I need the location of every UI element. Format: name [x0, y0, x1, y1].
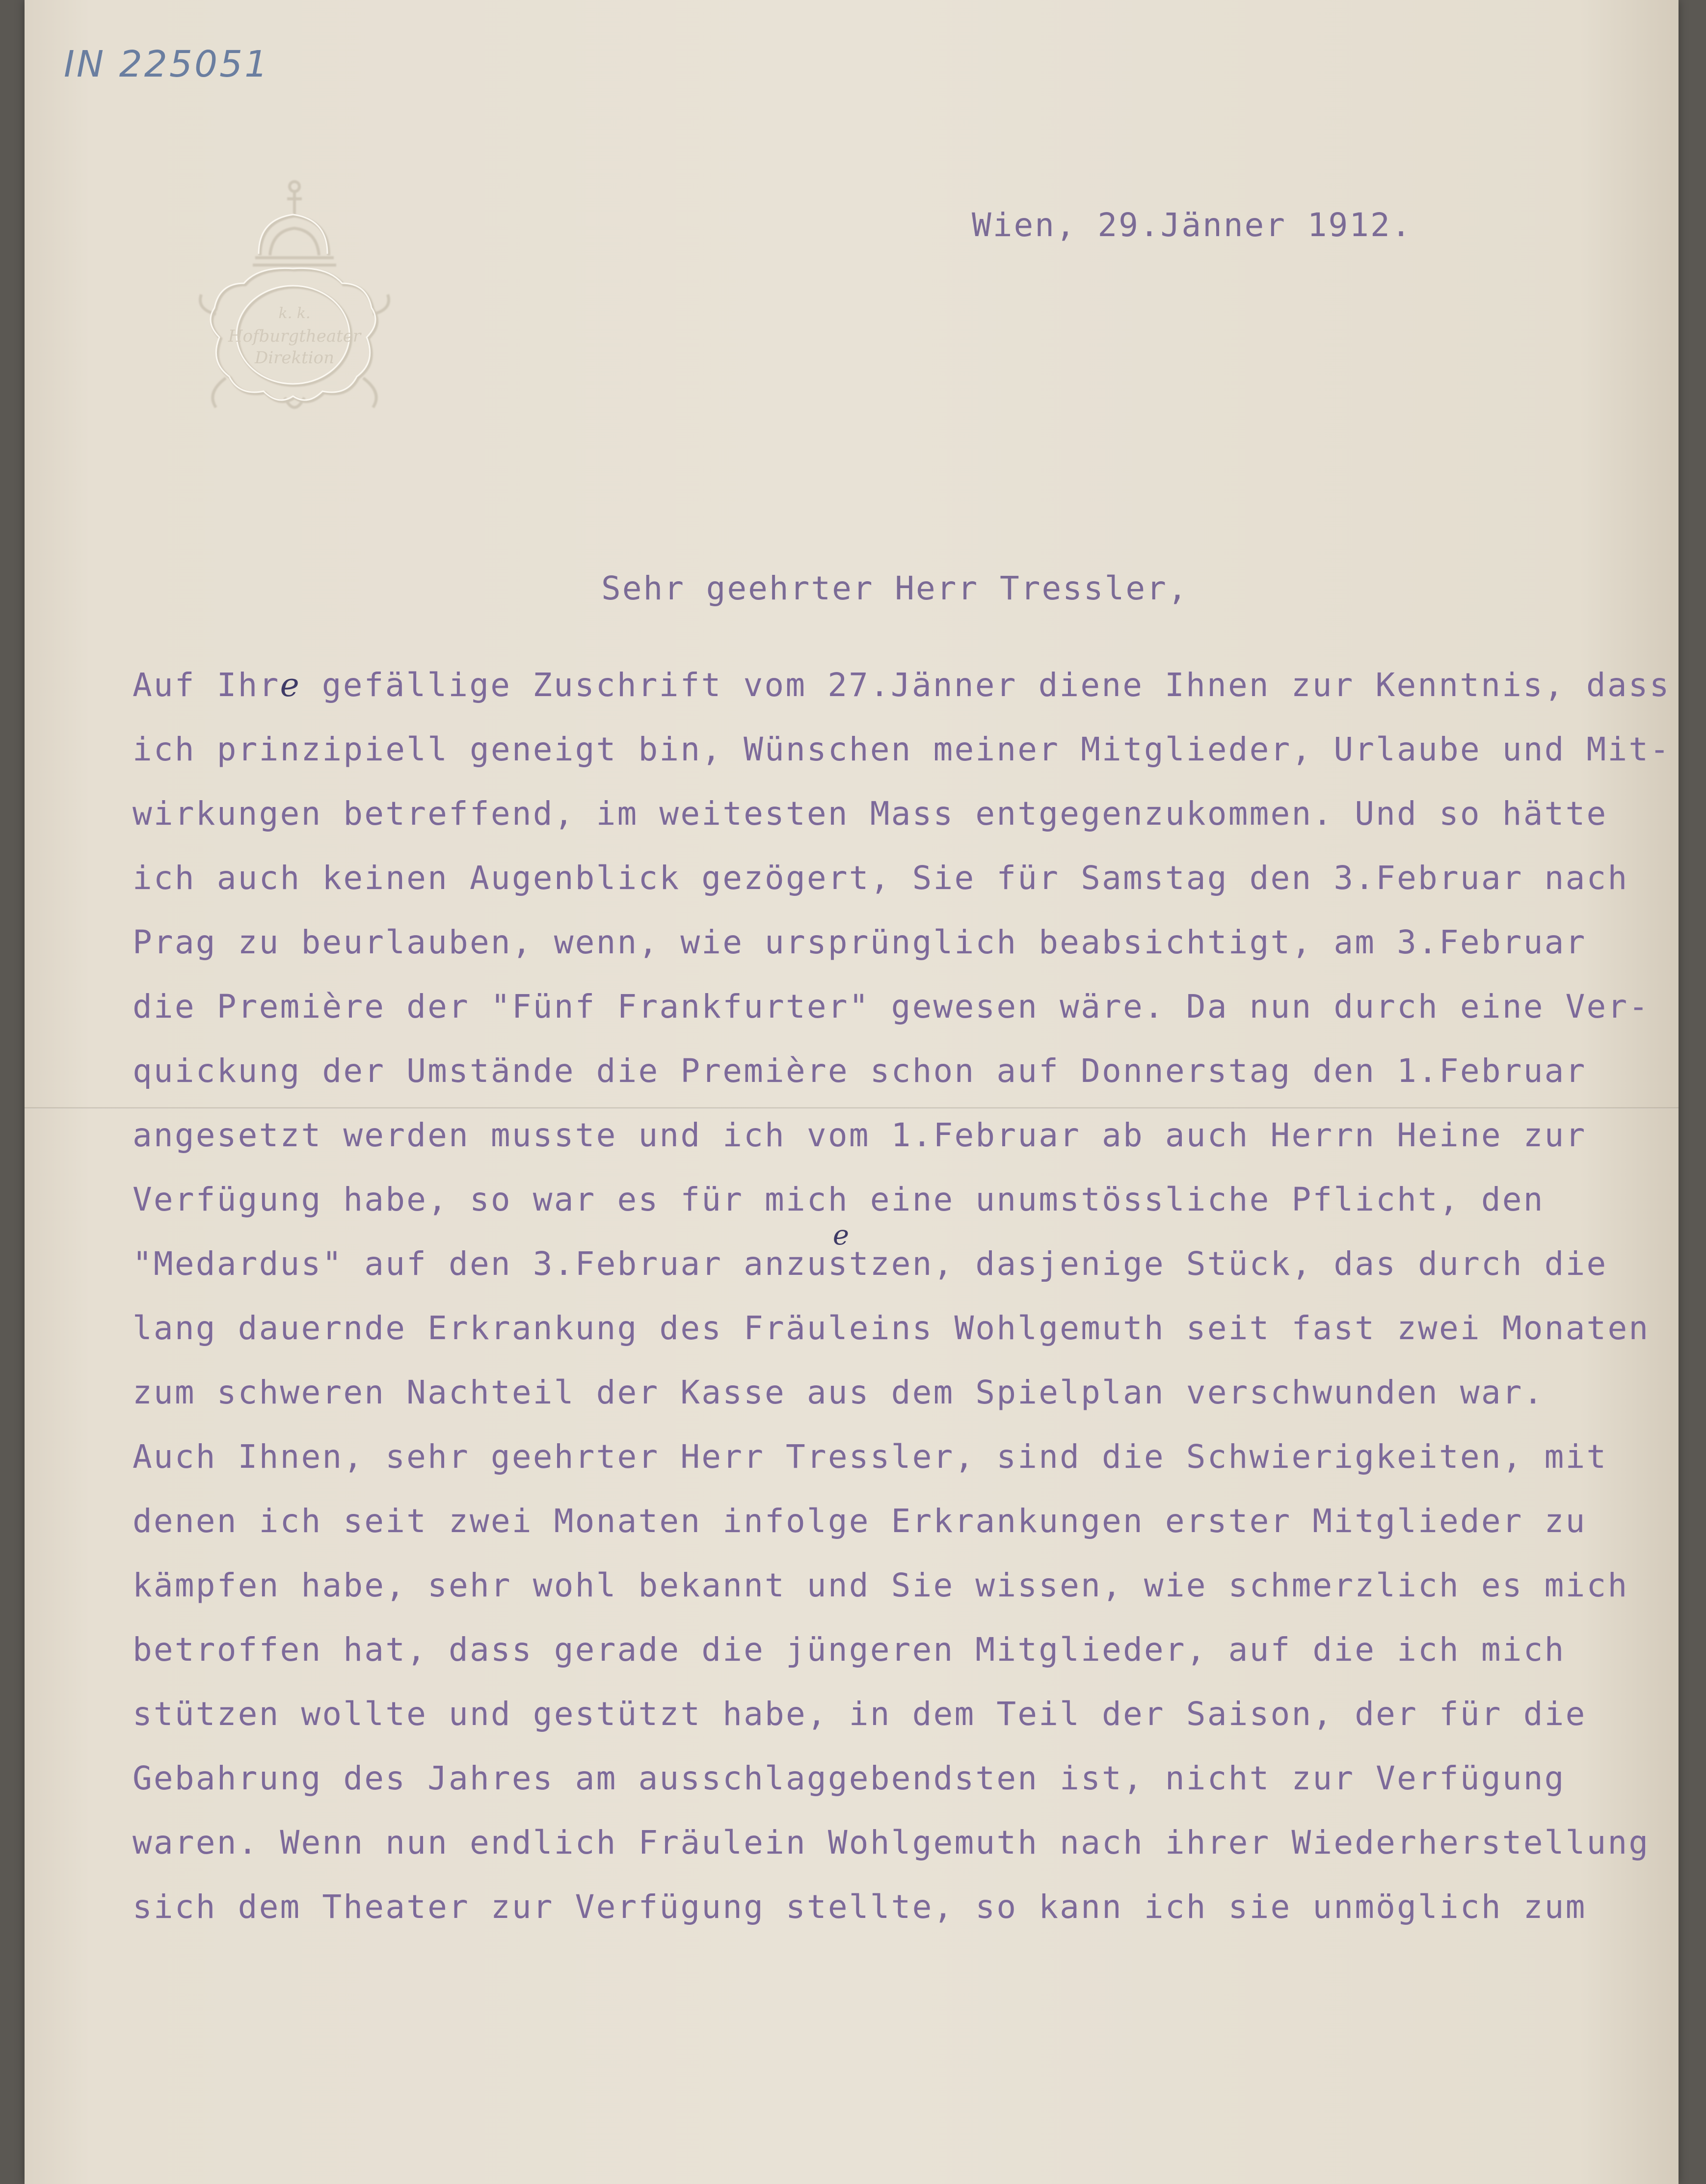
letter-date: Wien, 29.Jänner 1912.: [972, 206, 1413, 244]
salutation: Sehr geehrter Herr Tressler,: [601, 569, 1189, 607]
body-line: Auch Ihnen, sehr geehrter Herr Tressler, sind die Schwierigkeiten, mit: [133, 1438, 1608, 1476]
seal-line-3: Direktion: [254, 348, 335, 368]
body-line: sich dem Theater zur Verfügung stellte, so kann ich sie unmöglich zum: [133, 1888, 1587, 1926]
handwritten-correction: s e: [827, 1219, 851, 1283]
body-line: "Medardus" auf den 3.Februar anzus e tzen, dasjenige Stück, das durch die: [133, 1232, 1629, 1296]
body-line: Prag zu beurlauben, wenn, wie ursprünglich beabsichtigt, am 3.Februar: [133, 923, 1587, 961]
seal-line-2: Hofburgtheater: [228, 326, 361, 346]
handwritten-correction: e: [280, 666, 301, 704]
body-line: Auf Ihre gefällige Zuschrift vom 27.Jänner diene Ihnen zur Kenntnis, dass: [133, 666, 1671, 704]
body-line: angesetzt werden musste und ich vom 1.Februar ab auch Herrn Heine zur: [133, 1116, 1587, 1154]
letter-body: [133, 653, 1671, 1939]
body-line: waren. Wenn nun endlich Fräulein Wohlgemuth nach ihrer Wiederherstellung: [133, 1824, 1650, 1861]
body-line: ich prinzipiell geneigt bin, Wünschen meiner Mitglieder, Urlaube und Mit-: [133, 730, 1671, 768]
body-line: denen ich seit zwei Monaten infolge Erkrankungen erster Mitglieder zu: [133, 1502, 1587, 1540]
body-line: die Première der "Fünf Frankfurter" gewesen wäre. Da nun durch eine Ver-: [133, 988, 1650, 1025]
body-line: kämpfen habe, sehr wohl bekannt und Sie wissen, wie schmerzlich es mich: [133, 1566, 1629, 1604]
body-line: lang dauernde Erkrankung des Fräuleins Wohlgemuth seit fast zwei Monaten: [133, 1309, 1650, 1347]
body-line: ich auch keinen Augenblick gezögert, Sie für Samstag den 3.Februar nach: [133, 859, 1629, 897]
body-line: wirkungen betreffend, im weitesten Mass entgegenzukommen. Und so hätte: [133, 795, 1608, 833]
embossed-crown-seal-icon: [187, 162, 402, 437]
body-line: quickung der Umstände die Première schon auf Donnerstag den 1.Februar: [133, 1052, 1587, 1090]
letter-page: [25, 0, 1679, 2184]
archive-id-annotation: IN 225051: [64, 43, 270, 85]
body-line: zum schweren Nachteil der Kasse aus dem Spielplan verschwunden war.: [133, 1374, 1545, 1411]
body-line: betroffen hat, dass gerade die jüngeren Mitglieder, auf die ich mich: [133, 1631, 1566, 1669]
body-line: stützen wollte und gestützt habe, in dem Teil der Saison, der für die: [133, 1695, 1587, 1733]
body-line: Gebahrung des Jahres am ausschlaggebendsten ist, nicht zur Verfügung: [133, 1759, 1566, 1797]
seal-line-1: k. k.: [278, 305, 311, 322]
body-line: Verfügung habe, so war es für mich eine unumstössliche Pflicht, den: [133, 1181, 1545, 1218]
